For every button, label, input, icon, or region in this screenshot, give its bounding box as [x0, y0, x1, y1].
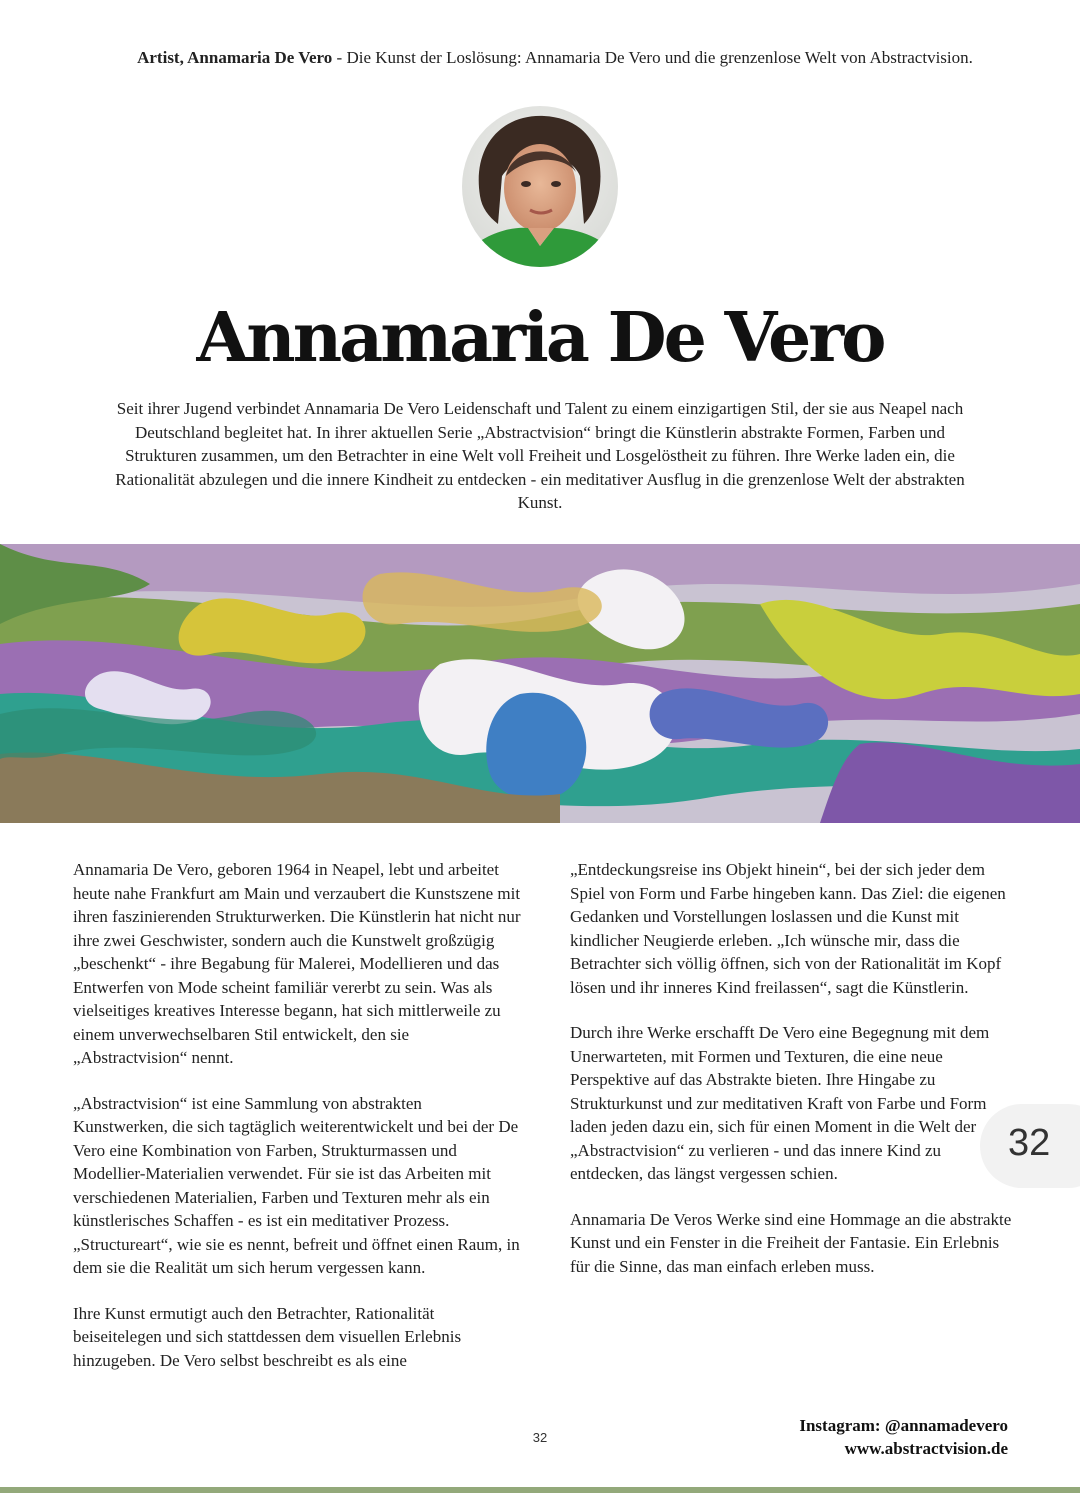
page-tab-label: 32 [1008, 1122, 1051, 1164]
article-column-right [570, 858, 1018, 1300]
bottom-divider [0, 1487, 1080, 1493]
header-subtitle: Die Kunst der Loslösung: Annamaria De Vero und die grenzenlose Welt von Abstractvision. [346, 48, 973, 67]
instagram-handle[interactable]: Instagram: @annamadevero [799, 1416, 1008, 1435]
article-header [0, 46, 1080, 70]
paragraph: Annamaria De Veros Werke sind eine Hommage an die abstrakte Kunst und ein Fenster in die Freiheit der Fantasie. Ein Erlebnis für die Sinne, das man einfach erleben muss. [570, 1209, 1012, 1276]
paragraph: Durch ihre Werke erschafft De Vero eine Begegnung mit dem Unerwarteten, mit Formen und Texturen, die eine neue Perspektive auf das Abstrakte bieten. Ihre Hingabe zu Strukturkunst und zur meditativen Kraft von Farbe und Form laden jeden dazu ein, sich für einen Moment in die Welt der „Abstractvision“ zu verlieren - und das innere Kind zu entdecken, das längst vergessen schien. [570, 1023, 990, 1183]
paragraph: „Abstractvision“ ist eine Sammlung von abstrakten Kunstwerken, die sich tagtäglich weiterentwickelt und bei der De Vero eine Kombination von Farben, Strukturmassen und Modellier-Materialien verwendet. Für sie ist das Arbeiten mit verschiedenen Materialien, Farben und Texturen mehr als ein künstlerisches Schaffen - es ist ein meditativer Prozess. „Structureart“, wie sie es nennt, befreit und öffnet einen Raum, in dem sie die Realität um sich herum vergessen kann. [73, 1093, 520, 1277]
paragraph: Annamaria De Vero, geboren 1964 in Neapel, lebt und arbeitet heute nahe Frankfurt am Main und verzaubert die Kunstszene mit ihren faszinierenden Strukturwerken. Die Künstlerin hat nicht nur ihre zwei Geschwister, sondern auch die Kunstwelt großzügig „beschenkt“ - ihre Begabung für Malerei, Modellieren und das Entwerfen von Mode scheint familiär vererbt zu sein. Was als vielseitiges kreatives Interesse begann, hat sich mittlerweile zu einem unverwechselbaren Stil entwickelt, den sie „Abstractvision“ nennt. [73, 860, 521, 1067]
paragraph: „Entdeckungsreise ins Objekt hinein“, bei der sich jeder dem Spiel von Form und Farbe hingeben kann. Das Ziel: die eigenen Gedanken und Vorstellungen loslassen und die Kunst mit kindlicher Neugierde erleben. „Ich wünsche mir, dass die Betrachter sich völlig öffnen, sich von der Rationalität im Kopf lösen und ihr inneres Kind freilassen“, sagt die Künstlerin. [570, 860, 1006, 997]
footer-page-number: 32 [532, 1430, 548, 1445]
paragraph: Ihre Kunst ermutigt auch den Betrachter, Rationalität beiseitelegen und sich stattdessen dem visuellen Erlebnis hinzugeben. De Vero selbst beschreibt es als eine [73, 1303, 462, 1370]
website-link[interactable]: www.abstractvision.de [844, 1439, 1008, 1458]
header-separator: - [332, 48, 347, 67]
intro-paragraph: Seit ihrer Jugend verbindet Annamaria De Vero Leidenschaft und Talent zu einem einzigartigen Stil, der sie aus Neapel nach Deutschland begleitet hat. In ihrer aktuellen Serie „Abstractvision“ bringt die Künstlerin abstrakte Formen, Farben und Strukturen zusammen, um den Betrachter in eine Welt voll Freiheit und Losgelöstheit zu führen. Ihre Werke laden ein, die Rationalität abzulegen und die innere Kindheit zu entdecken - ein meditativer Ausflug in die grenzenlose Welt der abstrakten Kunst. [115, 399, 965, 512]
article-column-left [73, 858, 521, 1394]
artist-portrait [462, 106, 618, 267]
abstract-artwork-banner [0, 544, 1080, 823]
header-label: Artist, Annamaria De Vero [137, 48, 333, 67]
contact-info [799, 1414, 1008, 1460]
page-number-tab[interactable] [980, 1104, 1080, 1188]
page-title: Annamaria De Vero [196, 298, 884, 378]
